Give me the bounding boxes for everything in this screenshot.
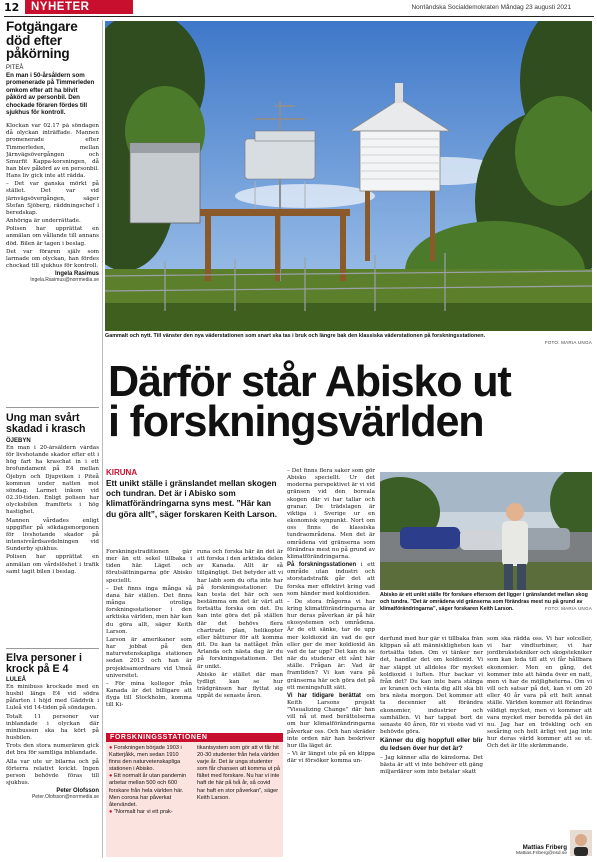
story1-byline: Ingela Rasimus [54,271,99,278]
headline-line-2: i forskningsvärlden [108,397,484,446]
body-subhead: Känner du dig hoppfull eller blir du ledsen över hur det är? [380,737,483,753]
photo2-caption-block [380,592,592,611]
bullet-icon: ● [109,745,113,751]
body-paragraph: runa och forska här än det är att forska i den arktiska delen av Kanada. Allt är så tillgängligt. Det betyder att vi har labb som du ofta inte har på forskningsstationer. Du kan testa det här och sen bestämma om det är värt att fortsätta forska om det. Du kan inte göra det på ställen där det behövs flera chartrade plan, helikopter eller båtturer för att komma dit. Du kan ta nattåget från Arlanda och nästa dag är du på forskningsstationen. Det är unikt. [197,549,283,670]
article-col-5 [487,636,592,796]
article-col-1 [106,549,192,729]
article-headline [108,357,582,446]
story1-lead: En man i 50-årsåldern som promenerade på Timmerleden omkom efter att ha blivit påkörd av personbil. Den chockade föraren fördes till sjukhus för kontroll. [6,71,95,117]
body-paragraph: derfund med hur går vi tillbaka från klippan så att människligheten kan fortsätta tiden. Om vi tänker ner det, handlar det om koldioxid. Vi har släppt ut alldeles för mycket koldioxid i luften. Hur backar vi från det? Du kan inte bara stänga av kranen och vänta dig allt ska bli bra nästa morgon. Det kommer att ta decennier att förändra ekonomier, industrier och samhällen. Vi har tappat bort de senaste 40 åren, för vi visste vad vi behövde göra. [380,636,483,736]
article-byline [487,830,592,858]
researcher-photo [380,472,592,590]
left-sidebar [6,20,99,283]
body-paragraph: Larson är amerikaner som har jobbat på den naturvetenskapliga stationen sedan 2013 och han är projektsamordnare vid Umeå universitet. [106,636,192,679]
subhead: Vi har tidigare berättat [287,692,362,699]
story2-headline: Ung man svårt skadad i krasch [6,412,86,435]
story3-paragraph: En minibuss krockade med en husbil längs E4 vid södra påfarten i höjd med Gäddvik i Luleå vid 14-tiden på söndagen. [6,684,99,712]
photo2-credit: FOTO: MARIA UNGA [544,606,592,612]
article-lead: Ett unikt ställe i gränslandet mellan skogen och tundran. Det är i Abisko som klimatförändringarna syns mest. ”Här kan du göra allt”, säger forskaren Keith Larson. [106,478,278,519]
avatar [570,830,592,856]
body-paragraph: som ska rädda oss. Vi har solceller, vi har vindturbiner, vi har jordbrukstekniker och skogstekniker som kan leda till att vi får hållbara ekonomier. Men en gång, det kommer inte att hända över en natt, men vi har de möjligheterna. Om vi vill och satsar på det, kan vi om 20 eller 40 år vara på ett helt annat ställe. Världen kommer att förändras väldigt mycket, men vi kommer att vara mycket mer beredda på det än nu. Jag har en tröskling och en sexåring och helt ärligt vet jag inte hur deras värld kommer att se ut. Och det är lite skrämmande. [487,636,592,750]
story3-byline: Peter Olofsson [56,788,99,795]
left-story3 [6,653,99,800]
story1-paragraph: Det var föraren själv som larmade om olyckan, han fördes chockad till sjukhus för kontroll. [6,248,99,270]
body-paragraph: På forskningsstationen i ett område utan industri och storstadstrafik går det att forska mer effektivt kring vad som händer med koldioxiden. [287,562,375,597]
factbox-item: ● Forskningen började 1903 i Katterjåkk, men sedan 1910 finns den naturvetenskapliga stationen i Abisko. [109,745,182,773]
body-paragraph: – De stora frågorna vi har kring klimatförändringarna är hur deras påverkan är på här ekosystemen och områdena. Är de ett sänke, tar de upp mer koldioxid än vad de ger eller ger de mer koldioxid än vad de tar upp? Det kan du se när du studerar ett sånt här ställe. Frågan är: Vad är framtiden? Vi kan vara på gränserna här och göra det på ett meningsfullt sätt. [287,598,375,691]
body-paragraph: – Det finns flera saker som gör Abisko speciellt. Ur det moderna perspektivet är vi vid gränsen vid den boreala skogen där vi har tallar och granar. De trädslagen är viktiga i Sverige ur en ekonomisk synpunkt. Nort om oss finns de klassiska tundraområdena. Men det är områdena vid gränserna som förändras mest nu på grund av klimatförändringarna. [287,468,375,560]
weather-station-photo [105,21,592,331]
body-paragraph: – Vi är längst ute på en klippa där vi försöker komma un- [287,751,375,765]
byline-name: Mattias Friberg [522,844,567,851]
story1-email: Ingela.Rasimus@norrmedia.se [30,277,99,284]
factbox-col-2 [197,745,280,802]
body-paragraph: Abisko är stället där man tydligt kan se hur trädgränsen har flyttat sig uppåt de senaste åren. [197,671,283,700]
photo1-caption-block [105,333,592,345]
section-label: NYHETER [25,0,133,14]
factbox-item: ● ”Normalt har vi ett prak- [109,808,173,815]
photo1-caption: Gammalt och nytt. Till vänster den nya väderstationen som snart ska tas i bruk och längre bak den klassiska väderstationen på forskningsstationen. [105,333,486,339]
story1-paragraph: Klockan var 02.17 på söndagen då olyckan inträffade. Mannen promenerade efter Timmerleden, mellan Järnvägsövergången och Smurfit Kappa-korsningen, då han blev påkörd av en personbil. Hans liv gick inte att rädda. [6,123,99,180]
factbox-title: FORSKNINGSSTATIONEN [106,733,283,742]
header-rule [4,16,594,17]
photo1-credit: FOTO: MARIA UNGA [544,340,592,345]
body-paragraph: – Det finns inga många så dana här ställen. Det finns många otroliga forskningsstationer i den arktiska världen, men här kan du göra allt, säger Keith Larson. [106,585,192,635]
story3-dateline: LULEÅ [6,677,26,683]
factbox [106,733,283,857]
factbox-col-1 [109,745,192,816]
article-lead-block [106,468,281,519]
article-dateline: KIRUNA [106,468,138,477]
story2-paragraph: Polisen har upprättat en anmälan om vårdslöshet i trafik samt tagit bilen i beslag. [6,554,99,575]
story3-paragraph: Trots den stora numerären gick det bra för samtliga inblandade. [6,743,99,757]
masthead-date: Norrländska Socialdemokraten Måndag 23 augusti 2021 [411,4,571,11]
story2-paragraph: En man i 20-årsåldern vårdas för livshotande skador efter ett i hög fart ha kraschat in i ett brofundament på E4 mellan Öjebyn och Djupviken i Piteå kommun under natten mot söndag. Larmet inkom vid 02.30-tiden. Enligt polisen har olycksbilen framförts i hög hastighet. [6,445,99,516]
sidebar-divider-1 [6,407,99,408]
column-divider [102,20,103,858]
main-photo [105,21,592,331]
story1-paragraph: – Det var ganska mörkt på stället. Det var vid järnvägsövergången, säger Stefan Sjöberg, räddningschef i beredskap. [6,181,99,216]
story1-dateline: PITEÅ [6,64,24,71]
body-paragraph: – Jag känner alla de känslorna. Det bästa är att vi inte behöver ett gäng miljardärer som inte betalar skatt [380,754,483,775]
story2-paragraph: Mannen vårdades enligt uppgifter på sökdagsmorgonen för livshotande skador på intensivvårdsavdelningen vid Sunderby sjukhus. [6,517,99,553]
article-col-3 [287,468,375,858]
story3-body [6,684,99,788]
story3-email: Peter.Olofsson@norrmedia.se [31,794,99,801]
story1-paragraph: Anhöriga är underrättade. [6,218,81,225]
story1-body [6,123,99,271]
sidebar-divider-2 [6,648,99,649]
body-paragraph: Vi har tidigare berättat om Keith Larsons projekt ”Visualizing Change” där han vill nå ut med berättelserna om hur klimatförändringarna påverkar oss. Och han skräder inte orden när han beskriver hur illa läget är. [287,692,375,749]
bullet-icon: ● [109,773,113,780]
bullet-icon: ● [109,808,113,815]
photo2-caption: Abisko är ett unikt ställe för forskare eftersom det ligger i gränslandet mellan skog och tundra. ”Det är områdena vid gränserna som förändras mest nu på grund av klimatförändringarna”, säger forskaren Keith Larson. [380,592,588,612]
story2-body [6,445,99,577]
story3-paragraph: Totalt 11 personer var inblandade i olyckan där minibussen ska ha kört på husbilen. [6,713,99,742]
story3-paragraph: Alla var ute ur bilarna och på förterra relativt kvickt. Ingen person behövde föras till sjukhus. [6,758,99,787]
second-photo [380,472,592,590]
byline-email: Mattias.Friberg@nsd.se [516,851,567,856]
article-col-2 [197,549,283,729]
body-paragraph: – För mina kollegor från Kanada är det billigare att flyga till Stockholm, komma till Ki- [106,680,192,709]
page-number: 12 [4,1,20,14]
article-col-4 [380,636,483,858]
story1-headline: Fotgängare död efter påkörning [6,19,78,61]
story1-paragraph: Polisen har upprättat en anmälan om vållande till annans död. Bilen är tagen i beslag. [6,226,99,247]
story3-headline: Elva personer i krock på E 4 [6,652,82,675]
subhead: På forskningsstationen [287,562,357,569]
factbox-item: tikantsystem som gör att vi får hit 20-30 studenter från hela världen varje år. Det är unga studenter som får chansen att komma ut på fältet med forskare. Nu har vi inte haft de här på två år, så covid har haft en stor påverkan”, säger Keith Larson. [197,745,281,801]
story2-dateline: ÖJEBYN [6,438,31,444]
body-paragraph: Forskningstraditionen går mer än ett sekel tillbaka i tiden här. Läget och förutsättningarna gör Abisko speciellt. [106,549,192,584]
headline-line-1: Därför står Abisko ut [108,357,511,406]
factbox-item: ● Ett normalt år utan pandemin arbetar mellan 500 och 600 forskare från hela världen här. Men corona har påverkat återvändet. [109,773,187,808]
author-portrait [570,830,592,856]
left-story2 [6,413,99,577]
